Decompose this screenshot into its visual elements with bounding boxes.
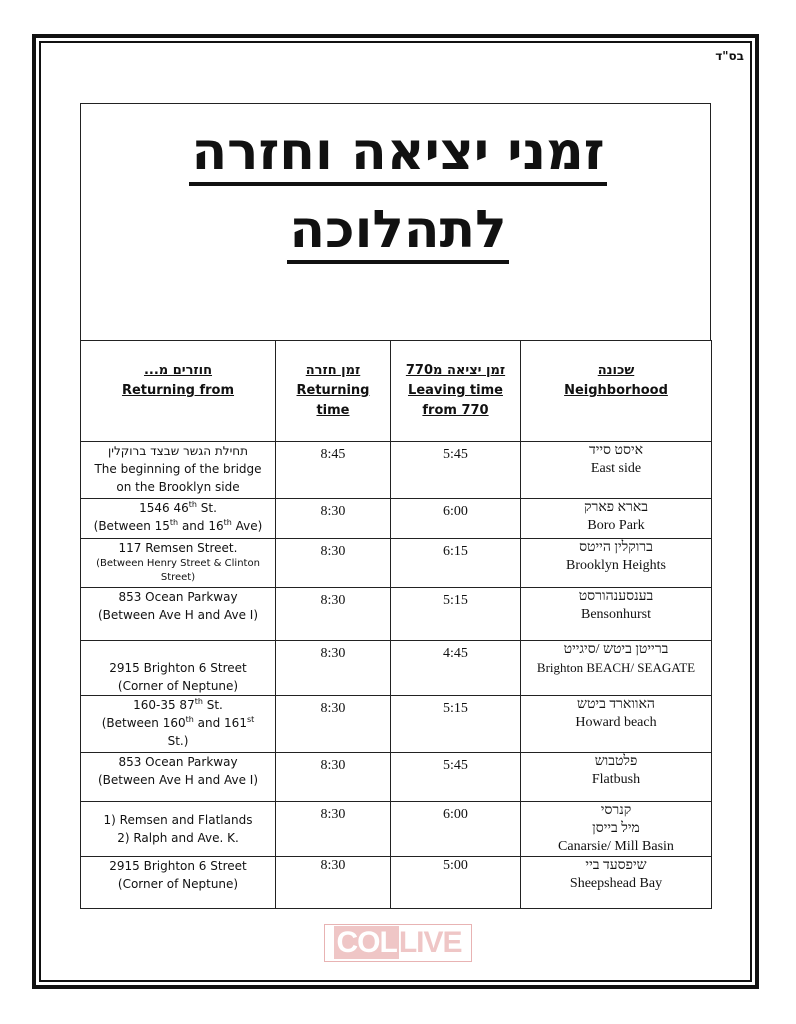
title-line-2 (0, 200, 796, 260)
returning-from-cell: 117 Remsen Street. (Between Henry Street & Clinton Street) (81, 539, 276, 588)
neighborhood-cell: שיפסעד ביי Sheepshead Bay (521, 857, 712, 909)
returning-time-cell: 8:30 (276, 753, 391, 802)
leaving-time-cell: 6:00 (391, 499, 521, 539)
table-row (81, 802, 712, 857)
neighborhood-cell: איסט סייד East side (521, 442, 712, 499)
title-text-1: זמני יציאה וחזרה (189, 122, 606, 186)
leaving-time-cell: 6:15 (391, 539, 521, 588)
neighborhood-cell: ברוקלין הייטס Brooklyn Heights (521, 539, 712, 588)
returning-time-cell: 8:30 (276, 499, 391, 539)
returning-from-cell: 2915 Brighton 6 Street (Corner of Neptune) (81, 857, 276, 909)
table-row (81, 857, 712, 909)
table-row (81, 539, 712, 588)
neighborhood-cell: קנרסי מיל בייסן Canarsie/ Mill Basin (521, 802, 712, 857)
leaving-time-cell: 5:15 (391, 696, 521, 753)
table-row (81, 499, 712, 539)
table-row (81, 588, 712, 641)
table-row (81, 696, 712, 753)
returning-time-cell: 8:30 (276, 641, 391, 696)
neighborhood-cell: בענסענהורסט Bensonhurst (521, 588, 712, 641)
returning-from-cell: 853 Ocean Parkway (Between Ave H and Ave I) (81, 753, 276, 802)
bsd-corner-mark: בס"ד (715, 49, 744, 63)
header-returning-time: זמן חזרה Returning time (276, 341, 391, 442)
returning-from-cell: תחילת הגשר שבצד ברוקלין The beginning of the bridge on the Brooklyn side (81, 442, 276, 499)
returning-from-cell: 160-35 87th St. (Between 160th and 161st St.) (81, 696, 276, 753)
returning-time-cell: 8:30 (276, 588, 391, 641)
neighborhood-cell: האווארד ביטש Howard beach (521, 696, 712, 753)
schedule-table (80, 340, 712, 909)
leaving-time-cell: 4:45 (391, 641, 521, 696)
leaving-time-cell: 5:45 (391, 753, 521, 802)
returning-time-cell: 8:45 (276, 442, 391, 499)
header-leaving-time: זמן יציאה מ770 Leaving time from 770 (391, 341, 521, 442)
returning-time-cell: 8:30 (276, 802, 391, 857)
title-line-1 (0, 122, 796, 182)
leaving-time-cell: 6:00 (391, 802, 521, 857)
leaving-time-cell: 5:15 (391, 588, 521, 641)
neighborhood-cell: ברייטן ביטש /סיגייט Brighton BEACH/ SEAGATE (521, 641, 712, 696)
returning-time-cell: 8:30 (276, 857, 391, 909)
table-row (81, 442, 712, 499)
returning-from-cell: 1) Remsen and Flatlands 2) Ralph and Ave. K. (81, 802, 276, 857)
returning-time-cell: 8:30 (276, 539, 391, 588)
leaving-time-cell: 5:00 (391, 857, 521, 909)
table-row (81, 641, 712, 696)
title-text-2: לתהלוכה (287, 200, 508, 264)
returning-from-cell: 2915 Brighton 6 Street (Corner of Neptune) (81, 641, 276, 696)
returning-from-cell: 853 Ocean Parkway (Between Ave H and Ave I) (81, 588, 276, 641)
neighborhood-cell: בארא פארק Boro Park (521, 499, 712, 539)
leaving-time-cell: 5:45 (391, 442, 521, 499)
returning-from-cell: 1546 46th St. (Between 15th and 16th Ave) (81, 499, 276, 539)
header-row (81, 341, 712, 442)
neighborhood-cell: פלטבוש Flatbush (521, 753, 712, 802)
returning-time-cell: 8:30 (276, 696, 391, 753)
header-neighborhood: שכונה Neighborhood (521, 341, 712, 442)
table-row (81, 753, 712, 802)
header-returning-from: חוזרים מ... Returning from (81, 341, 276, 442)
collive-watermark-logo: COLLIVE (324, 924, 472, 962)
